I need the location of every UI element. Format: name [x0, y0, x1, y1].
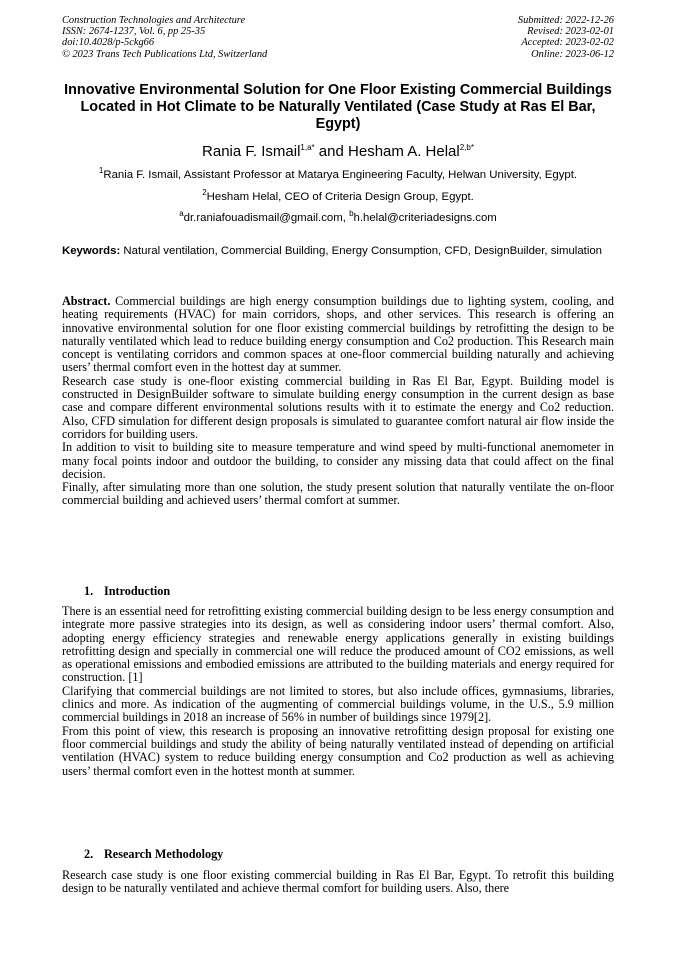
abstract-paragraph-3: In addition to visit to building site to measure temperature and wind speed by multi-functional anemometer in many focal points indoor and outdoor the building, to consider any missing data that could affect on the final decision.	[62, 440, 614, 481]
affiliation-2-text: Hesham Helal, CEO of Criteria Design Group, Egypt.	[206, 191, 474, 203]
abstract-paragraph-4: Finally, after simulating more than one solution, the study present solution that naturally ventilate the on-floor commercial building and achieved users’ thermal comfort at summer.	[62, 480, 614, 508]
affiliation-2	[62, 190, 614, 204]
section-number: 2.	[84, 847, 94, 861]
methodology-paragraph-1: Research case study is one floor existing commercial building in Ras El Bar, Egypt. To retrofit this building design to be naturally ventilated and achieve thermal comfort for building users. Also, there	[62, 868, 614, 896]
email-b-sup: b	[349, 209, 354, 219]
abstract	[62, 295, 614, 508]
methodology-body	[62, 869, 614, 896]
author-1-sup: 1,a*	[300, 143, 315, 152]
keywords	[62, 245, 614, 259]
intro-paragraph-2: Clarifying that commercial buildings are not limited to stores, but also include offices, gymnasiums, libraries, clinics and more. As indication of the augmenting of commercial buildings volume, in the U.S., 5.9 million commercial buildings in 2018 an increase of 56% in number of buildings since 1979[2].	[62, 683, 614, 725]
abstract-p1-text: Commercial buildings are high energy consumption buildings due to lighting system, cooling, and heating requirements (HVAC) for main corridors, shops, and other services. This research is offering an innovative environmental solution for one floor existing commercial buildings by retrofitting the design to be naturally ventilated which lead to reduce building energy consumption and Co2 production. This Research main concept is ventilating corridors and common spaces at one-floor commercial building naturally and achieving users’ thermal comfort even in the hottest day at summer.	[62, 294, 614, 375]
section-heading-methodology	[84, 847, 223, 861]
abstract-paragraph-1	[62, 295, 614, 375]
author-2-sup: 2,b*	[459, 143, 474, 152]
affiliation-1	[62, 168, 614, 182]
date-online: Online: 2023-06-12	[531, 48, 614, 60]
date-submitted: Submitted: 2022-12-26	[517, 15, 614, 26]
affiliation-1-text: Rania F. Ismail, Assistant Professor at Matarya Engineering Faculty, Helwan University, Egypt.	[103, 169, 578, 181]
affiliation-2-sup: 2	[202, 188, 207, 198]
author-1: Rania F. Ismail	[202, 143, 301, 160]
intro-paragraph-3: From this point of view, this research is proposing an innovative retrofitting design proposal for existing one floor commercial buildings and study the ability of being naturally ventilated instead of depending on artificial ventilation (HVAC) system to reduce building energy consumption and Co2 production as well as achieving users’ thermal comfort even in the hottest month at summer.	[62, 723, 614, 778]
date-accepted: Accepted: 2023-02-02	[521, 37, 614, 49]
paper-title: Innovative Environmental Solution for One Floor Existing Commercial Buildings Located in Hot Climate to be Naturally Ventilated (Case Study at Ras El Bar, Egypt)	[64, 82, 612, 132]
journal-header	[62, 15, 614, 63]
introduction-body	[62, 605, 614, 778]
section-number: 1.	[84, 584, 94, 598]
author-line	[62, 143, 614, 161]
intro-paragraph-1: There is an essential need for retrofitting existing commercial building design to be less energy consumption and integrate more passive strategies into its design, as well as considering indoor users’ thermal comfort. Also, adopting energy efficiency strategies and renewable energy applications generally in existing buildings retrofitting design and specially in commercial one will reduce the produced amount of CO2 emissions, as well as operational emissions and embodied emissions are attributed to the building materials and energy required for construction. [1]	[62, 604, 614, 685]
section-title: Introduction	[104, 584, 171, 598]
journal-name: Construction Technologies and Architecture	[62, 15, 246, 26]
keywords-label: Keywords:	[62, 245, 121, 257]
date-revised: Revised: 2023-02-01	[527, 26, 614, 38]
email-a: dr.raniafouadismail@gmail.com,	[183, 212, 350, 224]
journal-issn: ISSN: 2674-1237, Vol. 6, pp 25-35	[62, 26, 206, 38]
journal-doi: doi:10.4028/p-5ckg66	[62, 37, 155, 49]
section-heading-introduction	[84, 584, 170, 598]
email-b: h.helal@criteriadesigns.com	[353, 212, 497, 224]
keywords-text: Natural ventilation, Commercial Building, Energy Consumption, CFD, DesignBuilder, simulation	[120, 245, 603, 257]
journal-info	[62, 15, 267, 60]
affiliation-1-sup: 1	[98, 166, 104, 176]
abstract-paragraph-2: Research case study is one-floor existing commercial building in Ras El Bar, Egypt. Building model is constructed in DesignBuilder software to simulate building energy consumption in the current design as base case and compare different environmental solutions results with it to estimate the energy and Co2 reduction. Also, CFD simulation for different design proposals is simulated to guarantee comfort natural air flow inside the corridors for building users.	[62, 373, 614, 441]
publication-dates	[518, 15, 614, 60]
section-title: Research Methodology	[104, 847, 224, 861]
author-and: and	[314, 143, 349, 160]
journal-copyright: © 2023 Trans Tech Publications Ltd, Switzerland	[62, 48, 268, 60]
email-a-sup: a	[179, 209, 184, 219]
abstract-label: Abstract.	[62, 294, 111, 308]
author-2: Hesham A. Helal	[348, 143, 460, 160]
author-emails	[62, 211, 614, 225]
